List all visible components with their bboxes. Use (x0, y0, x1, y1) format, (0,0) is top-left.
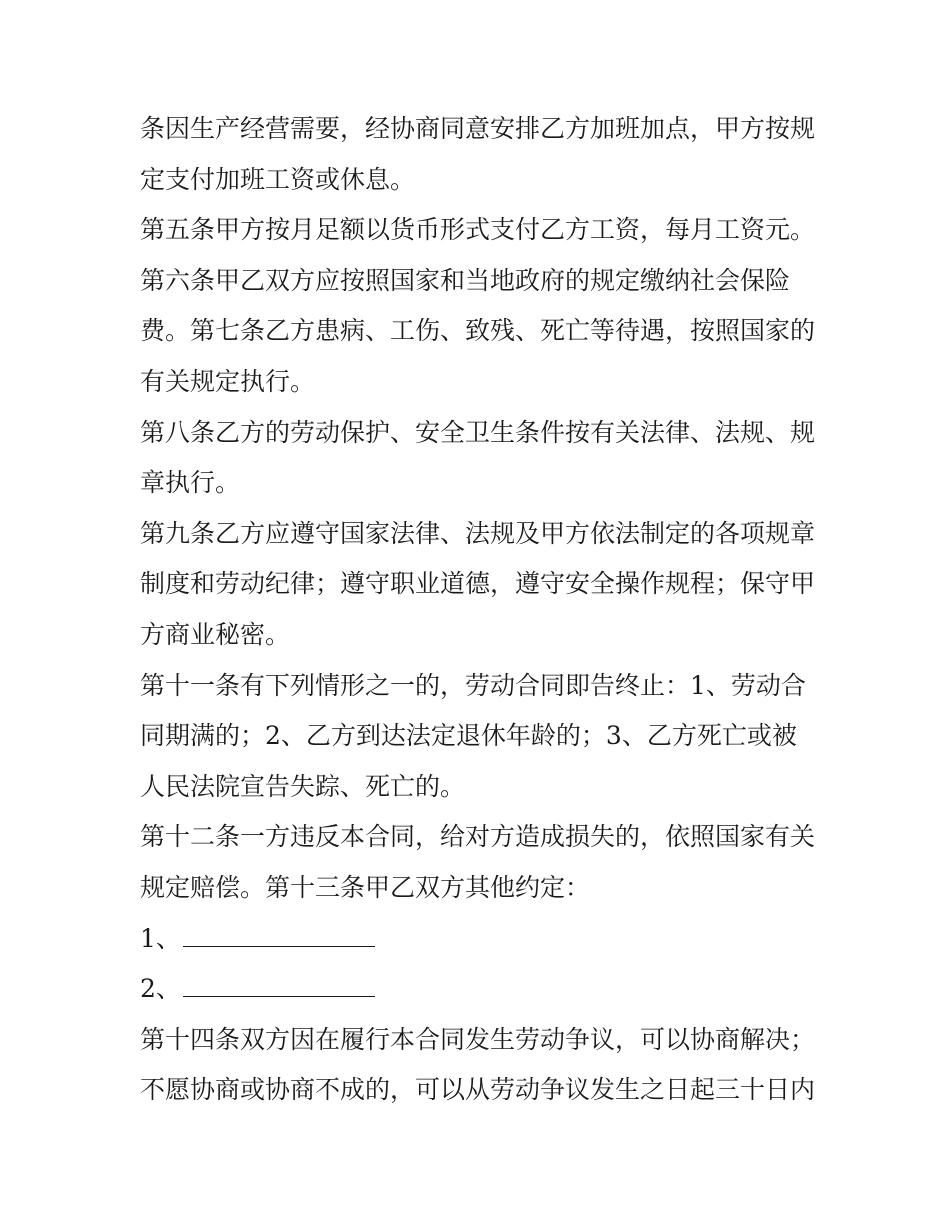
blank-label: 2、 (140, 974, 181, 1004)
text-line: 人民法院宣告失踪、死亡的。 (140, 771, 466, 801)
text-line: 第五条甲方按月足额以货币形式支付乙方工资，每月工资元。 (140, 215, 816, 245)
blank-item-2 (140, 964, 820, 1015)
text-line: 方商业秘密。 (140, 619, 291, 649)
text-line: 章执行。 (140, 468, 241, 498)
text-line: 第六条甲乙双方应按照国家和当地政府的规定缴纳社会保险 (140, 265, 791, 295)
paragraph-article-11 (140, 661, 820, 813)
paragraph-article-8 (140, 408, 820, 509)
paragraph-overtime (140, 104, 820, 205)
paragraph-article-5 (140, 205, 820, 256)
paragraph-article-6-7 (140, 256, 820, 408)
text-line: 第十二条一方违反本合同，给对方造成损失的，依照国家有关 (140, 822, 816, 852)
text-line: 不愿协商或协商不成的，可以从劳动争议发生之日起三十日内 (140, 1075, 816, 1105)
text-line: 有关规定执行。 (140, 366, 316, 396)
fill-in-blank-line (183, 974, 375, 997)
paragraph-article-14 (140, 1015, 820, 1116)
text-line: 同期满的；2、乙方到达法定退休年龄的；3、乙方死亡或被 (140, 721, 797, 751)
fill-in-blank-line (183, 924, 375, 947)
text-line: 第八条乙方的劳动保护、安全卫生条件按有关法律、法规、规 (140, 417, 816, 447)
document-body (140, 104, 820, 1116)
text-line: 定支付加班工资或休息。 (140, 164, 416, 194)
blank-item-1 (140, 914, 820, 965)
paragraph-article-12-13 (140, 812, 820, 913)
text-line: 第十四条双方因在履行本合同发生劳动争议，可以协商解决； (140, 1024, 816, 1054)
blank-label: 1、 (140, 923, 181, 953)
paragraph-article-9 (140, 509, 820, 661)
text-line: 费。第七条乙方患病、工伤、致残、死亡等待遇，按照国家的 (140, 316, 816, 346)
text-line: 第十一条有下列情形之一的，劳动合同即告终止：1、劳动合 (140, 670, 806, 700)
text-line: 条因生产经营需要，经协商同意安排乙方加班加点，甲方按规 (140, 114, 816, 143)
text-line: 规定赔偿。第十三条甲乙双方其他约定： (140, 872, 591, 902)
text-line: 第九条乙方应遵守国家法律、法规及甲方依法制定的各项规章 (140, 518, 816, 548)
text-line: 制度和劳动纪律；遵守职业道德，遵守安全操作规程；保守甲 (140, 569, 816, 599)
